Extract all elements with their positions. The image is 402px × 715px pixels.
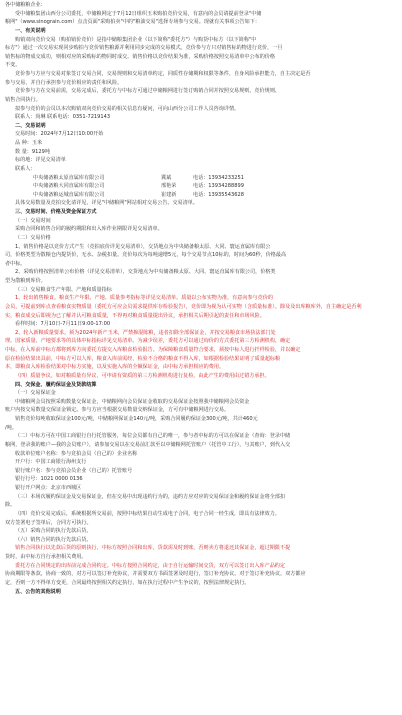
paragraph-line: 者中标。	[5, 260, 26, 267]
section-heading: 一、有关说明	[15, 27, 46, 34]
paragraph-line: 型为散粮到库价。	[5, 278, 46, 284]
paragraph-line: 司，价格类型为散粮仓内提货价，无水、杂税扣量。竞价每次为每吨递增5元，每个交易节点10标的，时间为60秒，价格最高	[5, 252, 287, 259]
paragraph-line: （一）交易保证金	[15, 390, 56, 397]
paragraph-line: 竞价参与方应与交易对象签订交易合同，交易规则和交易清单约定，同质性存储期和权限等条件，自身风险承担能力，自主决定是否	[15, 71, 311, 77]
paragraph-line: （四）质量争议。如对粮质量有异议，可申请有资质的第三方检测机构进行复检，由此产生的费用由过错方承担。	[15, 372, 270, 379]
paragraph-line: 银行开户网点：北京市西城区	[15, 485, 82, 491]
contact-phone: 电话：13934288899	[193, 183, 244, 190]
contact-name: 崔建新	[161, 191, 177, 198]
paragraph-line: （二）中标方可在中国工商银行自行托管服务，每位会员都有自己的唯一，参与者中标的方可以在保证金（查询：登录中储	[15, 433, 291, 440]
paragraph-line: 银行行号：1021 0000 0136	[15, 476, 83, 483]
paragraph-line: 标方"）通过一次交易实现同步购拍与竞价销售粮源并利用同步完成的交易模式。竞价参与方只对销售标的物进行竞价，一旦	[5, 45, 283, 52]
paragraph-line: 协商期限等条款，协商一致的，对方可以签订补充协议，并需要双方书面签署及时进行，签订补充协议。对于签订补充协议，双方都应	[5, 571, 306, 578]
paragraph-line: （三）本场次履约保证金及交易保证金，但在交易中出现违约行为的，违约方应对应的交易保证金和履约保证金将全部扣	[15, 493, 285, 500]
paragraph-line: 销售合同执行。	[5, 96, 41, 103]
paragraph-line: 会员，可提前到库点查看粮食实物质量（委托方可应会员需求提供库存检验报告），竞价即为视为认可实物（含质量标准）。除及及出库粮库外，自主确定是否利	[5, 303, 362, 310]
paragraph-line: 收款单位账户名称：参与竞拍会员（自己的）企业名称	[15, 450, 138, 457]
paragraph-line: 品 种：玉米	[15, 140, 43, 146]
paragraph-line: 受中储粮集团山西分公司委托，中储粮网定于7月12日组织玉米购拍竞价交易，有意向的会员请提前登录"中储	[15, 10, 262, 17]
contact-org: 中央储备粮太原直属库有限公司	[33, 174, 105, 181]
contact-phone: 电话：13935543628	[193, 191, 244, 198]
paragraph-line: 2、采购价格按照清单公布价格（详见交易清单），交货地点为中央储备粮太原、大同、寰运直属库有限公司，价格类	[15, 269, 276, 276]
paragraph-line: /吨。	[5, 424, 17, 431]
contact-name: 冀斌	[161, 174, 172, 181]
paragraph-line: （二）交易价格	[15, 234, 51, 241]
paragraph-line: 2、轮入新粮质量要求。须为2024年新产玉米，严禁掺混陈粮，违者扣除全部保证金，并按交易粮食市场执法部门处	[15, 329, 276, 336]
paragraph-line: （四）竞价交易完成后，系统根据所交易前，按照中标结果自动生成电子合同，电子合同一经生成，即具有法律效力。	[15, 510, 280, 517]
paragraph-line: 双方签署电子签单后，合同方可执行。	[5, 519, 92, 526]
paragraph-line: 销售标的物成交成功，则相对应的采购标的物同时成交。销售价格以竞价结果为准，采购价格按照交易清单中公布的价格	[5, 53, 275, 60]
paragraph-line: 账户内按交易数量交保证金锁定。参与方应当根据交易数量交纳保证金，方可有中储粮网进行交易。	[5, 407, 230, 414]
paragraph-line: 粮网"（www.sinograin.com）点击页面"采购拍卖"中的"粮油交易"选择专场参与交易。现就有关事项公告如下：	[5, 19, 260, 26]
paragraph-line: 中储粮网会员按照采购数量交保证金，中储粮网向会员保证金收取的交易保证金按照我中储粮网会员资金	[15, 398, 250, 405]
contact-row	[5, 174, 397, 183]
paragraph-line: 数 量：9129吨	[15, 148, 50, 155]
paragraph-line: 具体交易数量及竞拍交化请详见，详见"中储粮网"网站相对交易公告、交易清单。	[15, 200, 198, 207]
paragraph-line: 购销双向竞价交易（购拍销价竞价）是指中储粮集团企业（以下简称"委托方"）与购货中标方（以下简称"中	[15, 36, 257, 43]
paragraph-line: 开户行：中国工商银行海州支行	[15, 459, 87, 466]
paragraph-line: 委托方在合同规定的出库前完成合同约定。中标方按照合同约定，由于自行运输时间交货，双方可以签订出入库产品约定	[15, 562, 285, 569]
paragraph-line: 1、销售价格是以竞价方式产生（竞拍底价详见交易清单），交货地点为中央储备粮太原、大同、寰运直属库有限公	[15, 243, 271, 250]
paragraph-line: 原在检验结果出具前，中标方可以人库，粮食入库前需经，检验不合格的粮食不得入库，如根据检验结果证明了质量超标粮	[5, 355, 281, 362]
contact-row	[5, 191, 397, 200]
section-heading: 三、交易时间、价格及资金保证方式	[15, 209, 97, 215]
section-heading: 二、交易说明	[15, 122, 46, 129]
paragraph-line: 银行账户名：参与竞拍会员企业（自己的）托管账号	[15, 467, 133, 474]
paragraph-line: 各中储粮粮企业：	[5, 2, 46, 8]
paragraph-line: 拟参与竞价的会员以本次购销双向竞价交易的相关信息有疑问，可向山西分公司工作人员咨询详情。	[15, 105, 240, 112]
paragraph-line: 不变。	[5, 62, 21, 69]
section-heading: 四、交保金、履约保证金及货款结算	[15, 381, 97, 388]
contact-row	[5, 182, 397, 191]
paragraph-line: 定，否则一方不得单方变更，合同最终按照相关约定执行，如在执行过程中产生争议的，按照法律规定执行。	[5, 579, 250, 586]
paragraph-line: 本，即粮食入库检验结果对中标方实施，以及实施入库的全额保证金，由中标方承担相应的费用。	[5, 364, 225, 371]
paragraph-line: 货时，由中标方自行承担相关费用。	[5, 554, 87, 560]
paragraph-line: 销售合同执行以先款后货的原则执行，中标方按照合同和出库，货款需及时到账，否则卖方将退还其保证金，超过期限不提	[15, 545, 291, 552]
paragraph-line: 联系人：尚琳 联系电话：0351-7219143	[15, 114, 111, 121]
paragraph-line: 看样时间：7月10日-7月11日9:00-17:00	[15, 321, 111, 328]
contact-org: 中央储备粮大同直属库有限公司	[33, 183, 105, 190]
paragraph-line: 联系人：	[15, 165, 36, 172]
paragraph-line: 中标，在入库前中标方都将到库方向委托方提交入库粮食检验报告。为保障粮食质量符合要求，须按中标人进行扦样检验，并以确定	[5, 347, 301, 353]
paragraph-line: 除。	[5, 502, 16, 509]
paragraph-line: 竞价参与方在交易前需，交易完成后，委托方与中标方可通过中储粮网进行签订购销合同并按照交易规则、竞价规则、	[15, 88, 280, 95]
paragraph-line: 采购合同和销售合同的履约期限和出入库作业期限详见交易清单。	[15, 226, 163, 233]
section-heading: 五、公告的其他说明	[15, 588, 61, 595]
paragraph-line: （五）采购合同的执行先款后货。	[15, 528, 92, 535]
paragraph-line: 1、轮出销售粮食。粮食生产年限、产地、质量参考指标等详见交易清单。质量以公布实物为准，有意向参与竞价的	[15, 295, 273, 302]
paragraph-line: 理。国家质量、产地要求等的具体中标指标详见交易清单。为减少误差，委托方可以通过询价的方式委托第三方检测机构，确定	[5, 338, 291, 345]
paragraph-line: （六）销售合同的执行先款后货。	[15, 536, 92, 543]
paragraph-line: 销售竞价每吨收取保证金100元/吨，中储粮网保证金140元/吨，采购合同履约保证金300元/吨，共计460元	[15, 416, 258, 422]
contact-name: 邢艳荣	[161, 183, 177, 190]
paragraph-line: 参与交易，并自行承担参与竞价相应的责任和风险。	[5, 79, 123, 86]
paragraph-line: （三）交易粮食生产年限、产地和质量指标	[15, 286, 112, 293]
paragraph-line: 粮网，登录我的账户—我的会员账户），请参加交易以在交易前汇款至以中储粮网托管账户（托管中工行），与其账户，到代入交	[5, 441, 291, 448]
paragraph-line: （一）交易时间	[15, 217, 51, 224]
contact-phone: 电话：13934233251	[193, 174, 244, 181]
paragraph-line: 标的地：详见交易清单	[15, 157, 66, 164]
paragraph-line: 交易时间：2024年7月12日10:00开始	[15, 131, 104, 138]
paragraph-line: 实，粮食成交后即视为已了解并认可粮食质量，不得再对粮食质量提出异议，承担相关后期引起的责任和市场风险。	[5, 312, 265, 319]
contact-org: 中央储备粮运城直属库有限公司	[33, 191, 105, 198]
